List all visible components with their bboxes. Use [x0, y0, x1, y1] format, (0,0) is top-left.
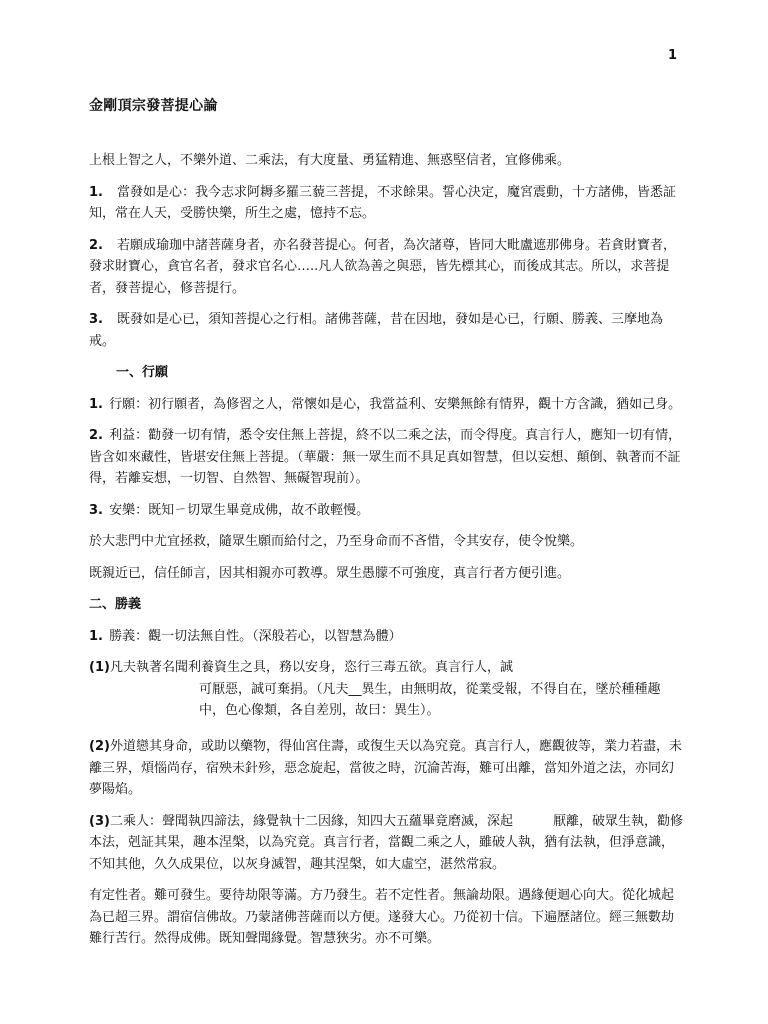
item-number: 2. — [89, 428, 103, 443]
document-body — [89, 150, 685, 960]
item-number: 2. — [89, 237, 103, 253]
item-text: 行願：初行願者，為修習之人，常懷如是心，我當益利、安樂無餘有情界，觀十方含識，猶如己身。 — [109, 396, 682, 412]
item-text: 勝義：觀一切法無自性。（深般若心，以智慧為體） — [109, 628, 402, 644]
item-number: 1. — [89, 396, 103, 412]
list-item — [89, 309, 685, 352]
sub-item-text-continued: 可厭惡，誠可棄捐。（凡夫__異生，由無明故，從業受報，不得自在，墜於種種趣中，色心像類，各自差別，故曰：異生）。 — [199, 681, 661, 718]
item-text: 若願成瑜珈中諸菩薩身者，亦名發菩提心。何者，為次諸尊，皆同大毗盧遮那佛身。若貪財寶者，發求財寶心，貪官名者，發求官名心…..凡人欲為善之與惡，皆先標其心，而後成其志。所以，求菩提者，發菩提心，修菩提行。 — [89, 237, 676, 296]
list-item — [89, 626, 685, 648]
section-heading-practice-vow: 一、行願 — [116, 365, 169, 380]
sub-item-text: 外道戀其身命，或助以藥物，得仙宮住壽，或復生天以為究竟。真言行人，應觀彼等，業力若盡，未離三界，煩惱尚存，宿殃未針殄，惡念旋起，當彼之時，沉淪苦海，難可出離，當知外道之法，亦同幻夢陽焰。 — [89, 739, 682, 797]
item-number: 1. — [89, 184, 103, 200]
list-item — [89, 500, 685, 522]
item-text: 安樂：既知ㄧ切眾生畢竟成佛，故不敢輕慢。 — [109, 502, 370, 518]
sub-item-number: (1) — [89, 660, 110, 675]
sub-item — [89, 736, 685, 801]
list-item — [89, 394, 685, 416]
intro-paragraph: 上根上智之人，不樂外道、二乘法，有大度量、勇猛精進、無惑堅信者，宜修佛乘。 — [89, 153, 571, 168]
item-text: 既發如是心已，須知菩提心之行相。諸佛菩薩，昔在因地，發如是心已，行願、勝義、三摩地為戒。 — [89, 312, 663, 349]
sub-item — [89, 811, 685, 876]
body-paragraph: 既親近已，信任師言，因其相親亦可教導。眾生愚朦不可強度，真言行者方便引進。 — [89, 565, 571, 581]
body-paragraph: 有定性者。難可發生。要待劫限等滿。方乃發生。若不定性者。無論劫限。遇緣便迴心向大。從化城起為已超三界。謂宿信佛故。乃蒙諸佛菩薩而以方便。遂發大心。乃從初十信。下遍歷諸位。經三無數劫難行苦行。然得成佛。既知聲聞緣覺。智慧狹劣。亦不可樂。 — [89, 888, 675, 946]
section-heading-ultimate-meaning: 二、勝義 — [89, 597, 142, 612]
item-number: 3. — [89, 312, 103, 327]
list-item — [89, 235, 685, 300]
item-number: 1. — [89, 628, 103, 644]
list-item — [89, 425, 685, 490]
list-item — [89, 182, 685, 225]
sub-item-number: (3) — [89, 813, 110, 829]
sub-item-text-continued: 厭離，破眾生執，勸修本法，剋証其果，趣本涅槃，以為究竟。真言行者，當觀二乘之人，雖破人執，猶有法執，但淨意識，不知其他，久久成果位，以灰身滅智，趣其涅槃，如大虛空，湛然常寂。 — [89, 813, 683, 872]
document-title: 金剛頂宗發菩提心論 — [89, 98, 218, 114]
item-number: 3. — [89, 502, 103, 518]
page-number: 1 — [668, 48, 678, 63]
item-text: 當發如是心：我今志求阿耨多羅三藐三菩提，不求餘果。誓心決定，魔宮震動，十方諸佛，皆悉証知，常在人天，受勝快樂，所生之處，憶持不忘。 — [89, 184, 676, 221]
sub-item-number: (2) — [89, 739, 110, 754]
sub-item-text: 二乘人：聲聞執四諦法，緣覺執十二因緣，知四大五蘊畢竟磨滅，深起 — [109, 813, 513, 829]
body-paragraph: 於大悲門中尤宜拯救，隨眾生願而給付之，乃至身命而不吝惜，令其安存，使令悅樂。 — [89, 534, 584, 549]
sub-item-text: 凡夫執著名聞利養資生之具，務以安身，恣行三毒五欲。真言行人，誠 — [109, 660, 513, 675]
item-text: 利益：勸發一切有情，悉令安住無上菩提，終不以二乘之法，而令得度。真言行人，應知一切有情，皆含如來藏性，皆堪安住無上菩提。（華嚴：無一眾生而不具足真如智慧，但以妄想、顛倒、執著而不証得，若離妄想，一切智、自然智、無礙智現前）。 — [89, 428, 682, 486]
